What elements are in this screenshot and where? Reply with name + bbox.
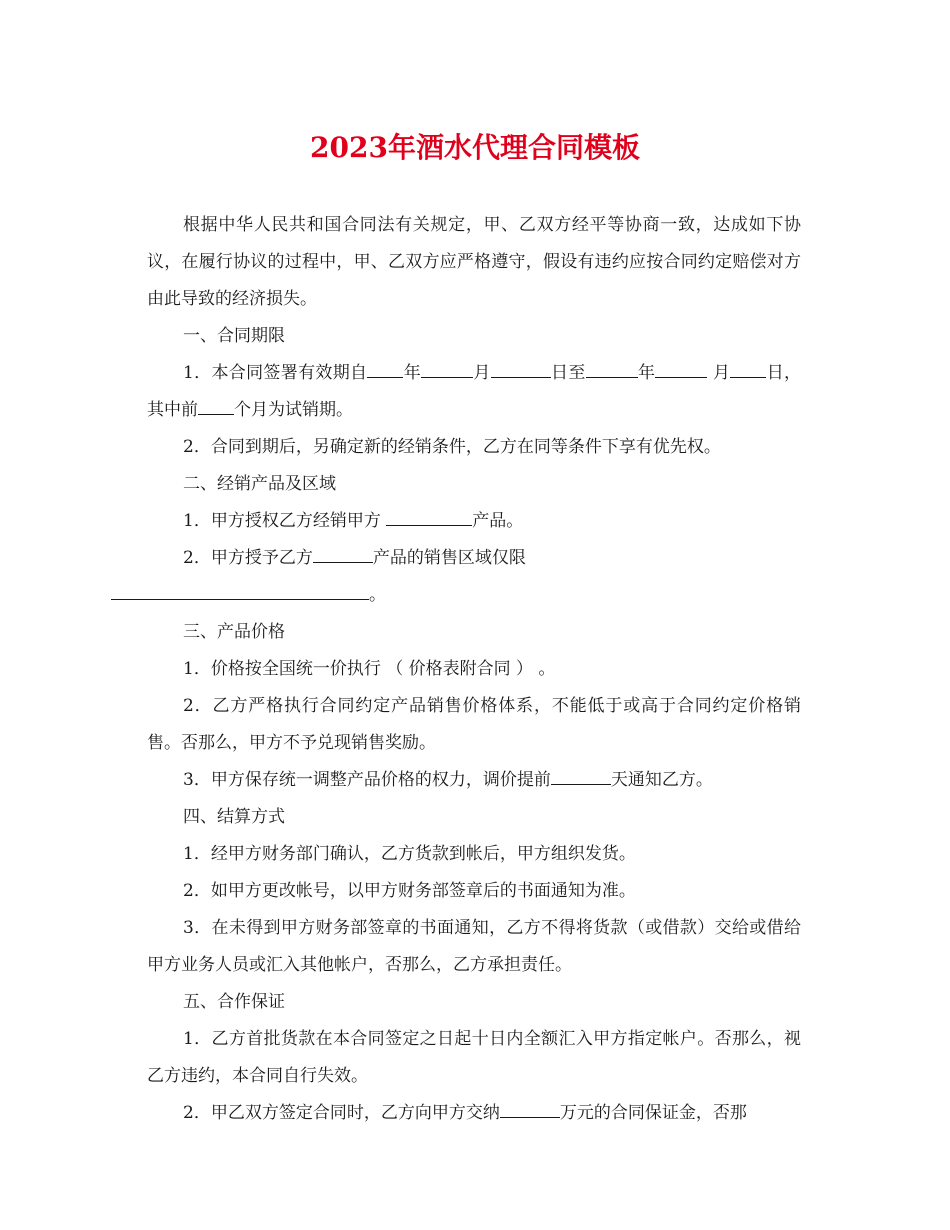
- blank-field: [551, 768, 611, 785]
- clause-3-2: 2．乙方严格执行合同约定产品销售价格体系，不能低于或高于合同约定价格销售。否那么，甲方不予兑现销售奖励。: [147, 696, 801, 753]
- section-heading-products: 二、经销产品及区域: [183, 474, 336, 494]
- blank-field: [491, 361, 551, 378]
- clause-2-1: 1．甲方授权乙方经销甲方 产品。: [183, 511, 524, 531]
- document-title: 2023年酒水代理合同模板: [310, 131, 640, 164]
- blank-field: [367, 361, 403, 378]
- document-body: [147, 207, 801, 1132]
- blank-field: [730, 361, 766, 378]
- intro-paragraph: 根据中华人民共和国合同法有关规定，甲、乙双方经平等协商一致，达成如下协议，在履行协议的过程中，甲、乙双方应严格遵守，假设有违约应按合同约定赔偿对方由此导致的经济损失。: [147, 215, 801, 309]
- blank-field: [421, 361, 473, 378]
- clause-4-3: 3．在未得到甲方财务部签章的书面通知，乙方不得将货款（或借款）交给或借给甲方业务人员或汇入其他帐户，否那么，乙方承担责任。: [147, 918, 801, 975]
- blank-field: [313, 546, 373, 563]
- clause-1-2: 2．合同到期后，另确定新的经销条件，乙方在同等条件下享有优先权。: [183, 437, 721, 457]
- section-heading-term: 一、合同期限: [183, 326, 285, 346]
- clause-4-2: 2．如甲方更改帐号，以甲方财务部签章后的书面通知为准。: [183, 881, 636, 901]
- blank-field: [500, 1101, 560, 1118]
- section-heading-settlement: 四、结算方式: [183, 807, 285, 827]
- blank-field: [111, 583, 369, 600]
- clause-5-1: 1．乙方首批货款在本合同签定之日起十日内全额汇入甲方指定帐户。否那么，视乙方违约，本合同自行失效。: [147, 1029, 801, 1086]
- clause-3-1: 1．价格按全国统一价执行 （ 价格表附合同 ） 。: [183, 659, 556, 679]
- section-heading-guarantee: 五、合作保证: [183, 992, 285, 1012]
- clause-5-2: 2．甲乙双方签定合同时，乙方向甲方交纳 万元的合同保证金，否那: [183, 1103, 747, 1123]
- clause-1-1: 1．本合同签署有效期自 年 月 日至 年 月 日，其中前 个月为试销期。: [147, 363, 802, 420]
- blank-field: [386, 509, 472, 526]
- clause-2-2: 2．甲方授予乙方 产品的销售区域仅限 。: [147, 540, 801, 614]
- clause-3-3: 3．甲方保存统一调整产品价格的权力，调价提前 天通知乙方。: [183, 770, 713, 790]
- blank-field: [586, 361, 638, 378]
- clause-4-1: 1．经甲方财务部门确认，乙方货款到帐后，甲方组织发货。: [183, 844, 636, 864]
- blank-field: [655, 361, 707, 378]
- section-heading-price: 三、产品价格: [183, 622, 285, 642]
- blank-field: [198, 398, 234, 415]
